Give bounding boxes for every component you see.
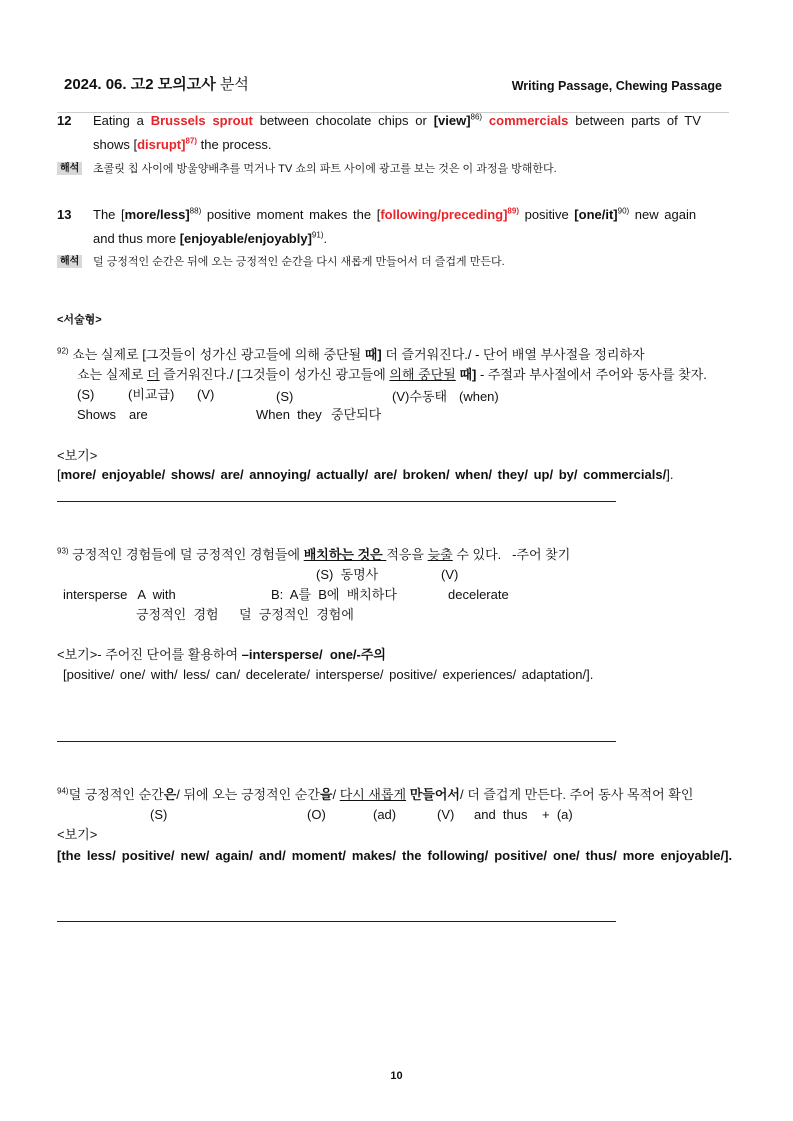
text-segment: 쇼는 실제로 [그것들이 성가신 광고들에 의해 중단될 [68, 347, 365, 362]
text-segment: between chocolate chips or [252, 113, 434, 128]
q12-line2 [93, 137, 271, 153]
text-segment: <보기>- 주어진 단어를 활용하여 [57, 647, 242, 662]
question-number: 12 [57, 113, 72, 128]
word-shows: Shows [77, 407, 117, 422]
text-segment: following/preceding] [380, 207, 508, 222]
page-title [64, 76, 249, 94]
text-segment: Brussels sprout [150, 113, 253, 128]
label-ad: (ad) [373, 807, 397, 822]
text-segment: The [ [93, 207, 125, 222]
text-segment: / 뒤에 오는 긍정적인 순간 [176, 787, 320, 802]
page-subtitle: Writing Passage, Chewing Passage [511, 79, 722, 93]
answer-line[interactable] [57, 501, 616, 502]
text-segment: and thus more [93, 231, 180, 246]
text-segment: 즐거워진다./ [그것들이 성가신 광고들에 [159, 367, 390, 382]
label-s-gerund: (S) 동명사 [316, 567, 379, 582]
word-decelerate: decelerate [448, 587, 509, 602]
section-title: <서술형> [57, 314, 102, 326]
text-segment: 늦출 [427, 547, 453, 562]
q94-answer-words: [the less/ positive/ new/ again/ and/ moment/ makes/ the following/ positive/ one/ thus/ more enjoyable/]. [57, 848, 733, 863]
label-o: (O) [307, 807, 326, 822]
footnote-ref: 88) [189, 206, 202, 216]
text-segment: 때] [364, 347, 382, 362]
label-and-thus: and thus [474, 807, 528, 822]
title-normal: 분석 [219, 76, 249, 93]
title-bold: 2024. 06. 고2 모의고사 [64, 76, 216, 93]
word-are: are [129, 407, 148, 422]
bogi-label: <보기> [57, 448, 98, 463]
q94-line1 [57, 787, 693, 803]
label-s: (S) [276, 389, 294, 404]
text-segment: 덜 긍정적인 순간 [68, 787, 164, 802]
text-segment: [one/it] [574, 207, 618, 222]
text-segment: / [332, 787, 340, 802]
text-segment: 은 [163, 787, 177, 802]
page-number: 10 [390, 1070, 403, 1082]
word-when-they: When they [256, 407, 322, 422]
text-segment: / 더 즐겁게 만든다. 주어 동사 목적어 확인 [459, 787, 694, 802]
text-segment: 의해 중단될 [389, 367, 456, 382]
text-segment: positive [518, 207, 575, 222]
text-segment: more/ enjoyable/ shows/ are/ annoying/ actually/ are/ broken/ when/ they/ up/ by/ commercials/ [60, 467, 667, 482]
text-segment: 적응을 [386, 547, 428, 562]
text-segment: - 주절과 부사절에서 주어와 동사를 찾자. [476, 367, 707, 382]
text-segment: the process. [197, 137, 272, 152]
word-positive-experience: 긍정적인 경험 [136, 607, 219, 622]
footnote-ref: 86) [470, 112, 483, 122]
text-segment: [ [57, 467, 61, 482]
translation-tag: 해석 [57, 255, 82, 268]
footnote-ref: 92) [57, 346, 69, 356]
text-segment: shows [ [93, 137, 138, 152]
word-interrupted: 중단되다 [331, 407, 382, 422]
text-segment: more/less] [124, 207, 190, 222]
bogi-label [57, 647, 386, 663]
translation-tag: 해석 [57, 162, 82, 175]
text-segment: disrupt] [137, 137, 186, 152]
text-segment: [enjoyable/enjoyably] [179, 231, 312, 246]
label-s: (S) [150, 807, 168, 822]
q13-line2 [93, 231, 327, 247]
q92-line1 [57, 347, 645, 363]
answer-line[interactable] [57, 921, 616, 922]
q13-translation: 덜 긍정적인 순간은 뒤에 오는 긍정적인 순간을 다시 새롭게 만들어서 더 즐겁게 만든다. [93, 256, 505, 268]
text-segment: [view] [433, 113, 471, 128]
footnote-ref: 94) [57, 786, 69, 796]
q92-line2 [77, 367, 707, 383]
text-segment: ]. [666, 467, 674, 482]
word-intersperse: intersperse A with [63, 587, 176, 602]
footnote-ref: 91) [311, 230, 324, 240]
text-segment: 더 즐거워진다./ - 단어 배열 부사절을 정리하자 [381, 347, 645, 362]
label-v: (V) [441, 567, 459, 582]
text-segment: 긍정적인 경험들에 덜 긍정적인 경험들에 [68, 547, 304, 562]
q12-line1 [93, 113, 701, 129]
text-segment: 다시 새롭게 [339, 787, 407, 802]
text-segment: Eating a [93, 113, 151, 128]
label-comparative: (비교급) [128, 387, 175, 402]
text-segment: 만들어서 [409, 787, 460, 802]
text-segment [482, 113, 489, 128]
q93-line1 [57, 547, 570, 563]
text-segment: between parts of TV [568, 113, 701, 128]
footnote-ref: 93) [57, 546, 69, 556]
text-segment: positive moment makes the [ [201, 207, 381, 222]
q12-translation: 초콜릿 칩 사이에 방울양배추를 먹거나 TV 쇼의 파트 사이에 광고를 보는 것은 이 과정을 방해한다. [93, 163, 557, 175]
label-v: (V) [437, 807, 455, 822]
label-when: (when) [459, 389, 499, 404]
text-segment: 을 [319, 787, 333, 802]
word-meaning: B: A를 B에 배치하다 [271, 587, 397, 602]
label-v: (V) [197, 387, 215, 402]
text-segment: 때] [459, 367, 477, 382]
text-segment: . [323, 231, 328, 246]
text-segment: 배치하는 것은 [303, 547, 387, 562]
text-segment: new again [629, 207, 697, 222]
bogi-label: <보기> [57, 827, 98, 842]
text-segment: –intersperse/ one/-주의 [241, 647, 386, 662]
footnote-ref: 89) [507, 206, 519, 216]
label-a: + (a) [542, 807, 573, 822]
q92-answer-words [57, 467, 673, 483]
question-number: 13 [57, 207, 72, 222]
word-less-positive: 덜 긍정적인 경험에 [239, 607, 354, 622]
text-segment: 쇼는 실제로 [77, 367, 148, 382]
label-v-passive: (V)수동태 [392, 389, 448, 404]
answer-line[interactable] [57, 741, 616, 742]
text-segment: commercials [488, 113, 569, 128]
text-segment: 더 [147, 367, 160, 382]
footnote-ref: 87) [185, 136, 198, 146]
q93-answer-words: [positive/ one/ with/ less/ can/ decelerate/ intersperse/ positive/ experiences/ adaptation/]. [63, 667, 594, 682]
footnote-ref: 90) [617, 206, 630, 216]
label-s: (S) [77, 387, 95, 402]
q13-line1 [93, 207, 696, 223]
text-segment: 수 있다. -주어 찾기 [452, 547, 571, 562]
